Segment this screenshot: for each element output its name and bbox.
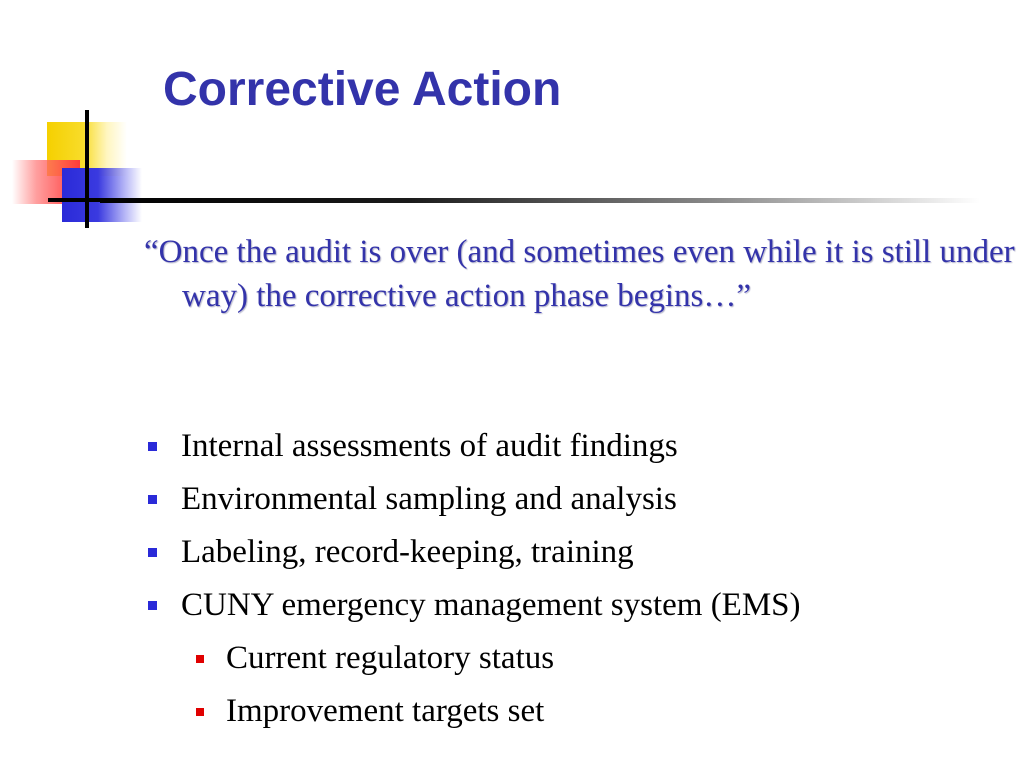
quote-text: “Once the audit is over (and sometimes even while it is still under way) the corrective action phase begins…” <box>144 234 1015 314</box>
bullet-text: Environmental sampling and analysis <box>181 481 677 517</box>
red-square-bullet-icon <box>196 655 204 663</box>
sub-bullet-item <box>144 632 801 685</box>
bullet-text: Labeling, record-keeping, training <box>181 534 634 570</box>
decor-blue-square <box>62 168 142 222</box>
sub-bullet-text: Improvement targets set <box>226 693 545 729</box>
blue-square-bullet-icon <box>148 442 157 451</box>
decor-vertical-line <box>85 110 89 228</box>
bullet-list <box>144 420 801 738</box>
bullet-text: Internal assessments of audit findings <box>181 428 678 464</box>
blue-square-bullet-icon <box>148 548 157 557</box>
title-underline <box>100 198 980 203</box>
bullet-item <box>144 420 801 473</box>
bullet-item <box>144 579 801 632</box>
bullet-text: CUNY emergency management system (EMS) <box>181 587 801 623</box>
bullet-item <box>144 526 801 579</box>
bullet-item <box>144 473 801 526</box>
slide-title: Corrective Action <box>163 63 562 116</box>
sub-bullet-item <box>144 685 801 738</box>
red-square-bullet-icon <box>196 708 204 716</box>
blue-square-bullet-icon <box>148 495 157 504</box>
corner-decoration <box>0 0 1024 240</box>
sub-bullet-text: Current regulatory status <box>226 640 555 676</box>
decor-horizontal-line-left <box>48 198 108 202</box>
blue-square-bullet-icon <box>148 601 157 610</box>
